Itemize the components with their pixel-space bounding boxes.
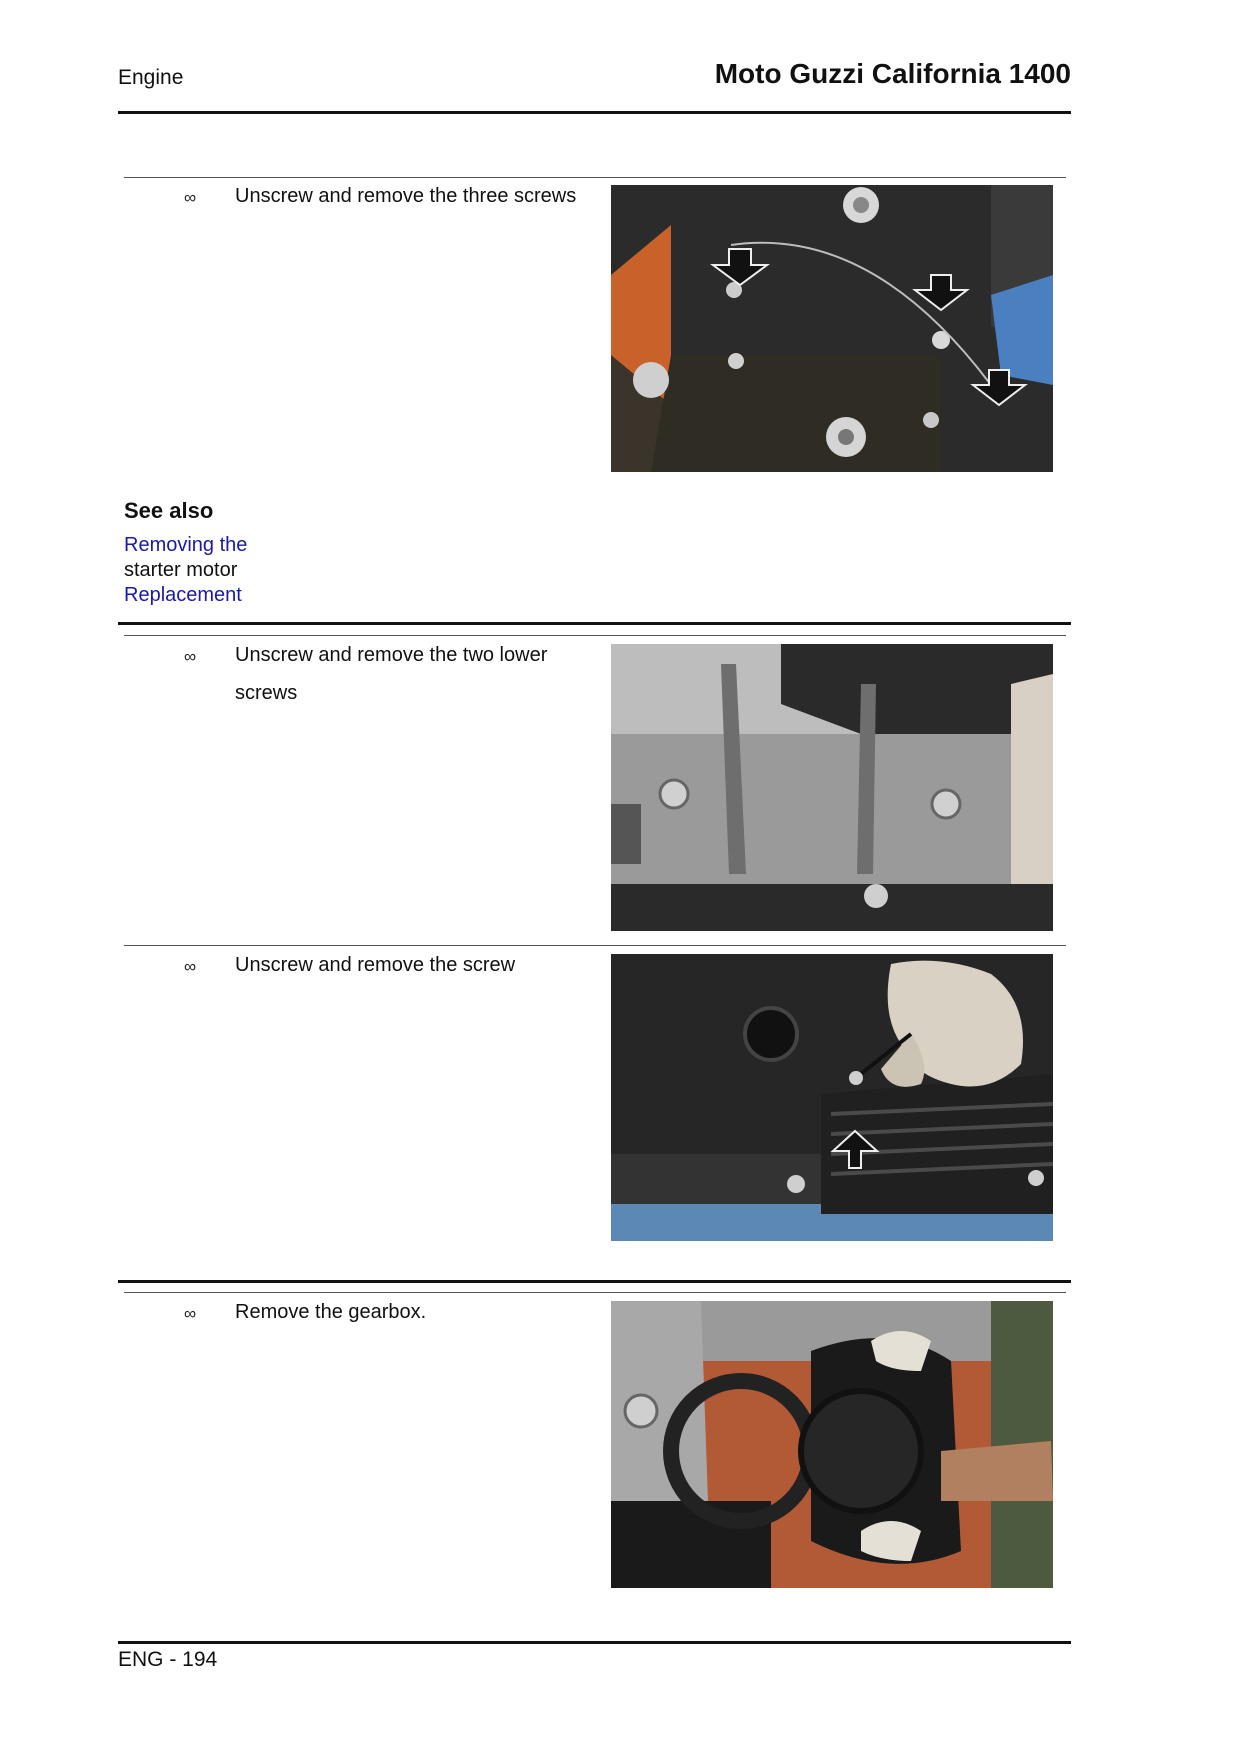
footer-divider [118,1641,1071,1644]
section-label: Engine [118,66,184,89]
gearbox-lower-screws-photo [611,644,1053,931]
section-divider [118,622,1071,625]
header-divider [118,111,1071,114]
bullet-icon: ∞ [184,188,197,207]
see-also-heading: See also [124,498,214,523]
step-text: Remove the gearbox. [235,1301,427,1323]
bullet-icon: ∞ [184,1304,197,1323]
step-text: Unscrew and remove the screw [235,954,516,976]
see-also-text: starter motor [124,559,238,581]
gearbox-removal-photo [611,1301,1053,1588]
link-removing-starter-motor[interactable]: Removing the [124,534,248,556]
bullet-icon: ∞ [184,957,197,976]
engine-cover-photo [611,185,1053,472]
section-divider [118,1280,1071,1283]
link-replacement[interactable]: Replacement [124,584,242,606]
step-text: Unscrew and remove the three screws [235,185,577,207]
page-number: ENG - 194 [118,1648,218,1671]
page-title: Moto Guzzi California 1400 [714,58,1071,89]
bullet-icon: ∞ [184,647,197,666]
gloved-hand-removing-screw-photo [611,954,1053,1241]
step-text: Unscrew and remove the two lower screws [235,644,548,704]
see-also-links [124,533,247,608]
